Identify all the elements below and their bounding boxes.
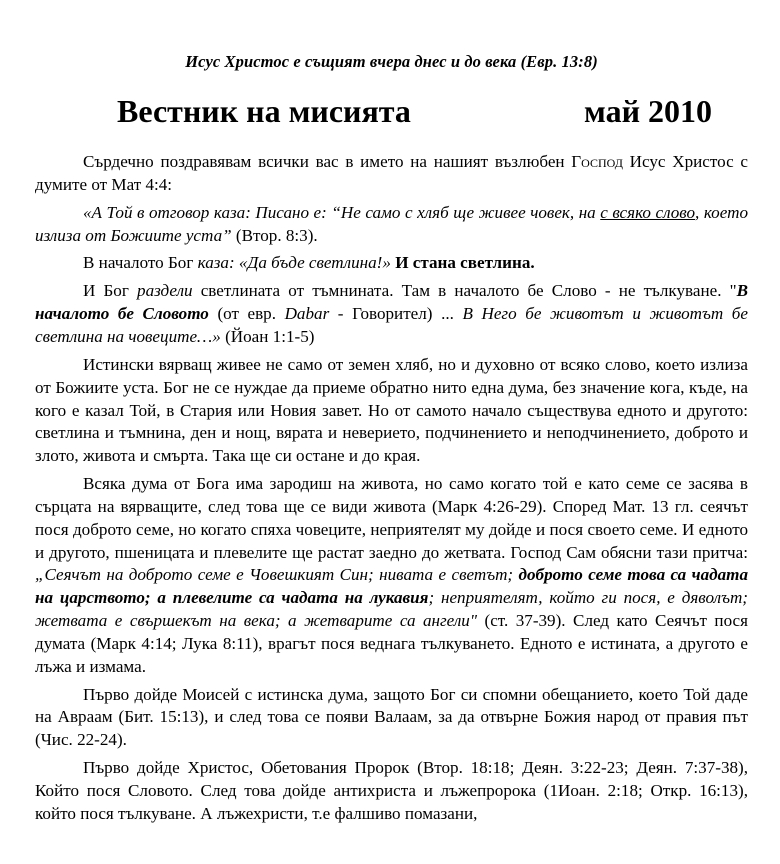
sower-text-a: Всяка дума от Бога има зародиш на живота, но само когато той е като семе се засява в сърцата на вярващите, след това ще се види живота (Марк 4:26-29). Според Мат. 13 гл. сеячът пося доброто семе, но когато спяха човеците, неприятелят му дойде и пося своето семе. И едното и другото, пшеницата и плевелите ще растат заедно до жетвата. Господ Сам обясни тази притча:: [35, 474, 748, 562]
john-text-a: И Бог: [83, 281, 138, 301]
quote-underlined-phrase: с всяко слово: [600, 202, 696, 222]
greeting-text-a: Сърдечно поздравявам всички вас в името на нашият възлюбен: [83, 151, 572, 171]
masthead: [35, 0, 748, 129]
hebrew-term-dabar: Dabar: [284, 304, 330, 324]
paragraph-moses-balaam: Първо дойде Моисей с истинска дума, защото Бог си спомни обещанието, което Той даде на Авраам (Бит. 15:13), и след това се появи Валаам, за да отвърне Божия народ от правия път (Чис. 22-24).: [35, 684, 748, 750]
john-text-b: светлината от тъмнината. Там в началото бе Слово - не тълкуване. ": [192, 281, 737, 301]
sower-italic-b: ; неприятелят, който ги пося, е дяволът; жетвата е свършекът на века; а жетварите са ангели": [35, 588, 748, 631]
light-bold-phrase: И стана светлина.: [395, 253, 535, 273]
paragraph-true-believer: Истински вярващ живее не само от земен хляб, но и духовно от всяко слово, което излиза от Божиите уста. Бог не се нуждае да приеме обратно нито една дума, без значение кога, къде, на кого е казал Той, в Стария или Новия завет. Но от самото начало съществува едното и другото: светлина и тъмнина, ден и нощ, вярата и неверието, подчинението и неподчинението, доброто и злото, живота и смърта. Така ще си остане и до края.: [35, 354, 748, 466]
greeting-text-b: Исус Христос с думите от Мат 4:4:: [35, 151, 748, 194]
quote-reference: (Втор. 8:3).: [235, 225, 318, 245]
paragraph-greeting: [35, 151, 748, 197]
paragraph-christ-antichrist: Първо дойде Христос, Обетования Пророк (Втор. 18:18; Деян. 3:22-23; Деян. 7:37-38), Който пося Словото. След това дойде антихриста и лъжепророка (1Иоан. 2:18; Откр. 16:13), който пося тълкуване. А лъжехристи, т.е фалшиво помазани,: [35, 758, 748, 823]
sower-italic-a: „Сеячът на доброто семе е Човешкият Син; нивата е светът;: [35, 565, 519, 585]
light-text-a: В началото Бог: [83, 253, 198, 273]
masthead-verse: Исус Христос е същият вчера днес и до века (Евр. 13:8): [185, 52, 598, 71]
lord-smallcaps: Господ: [571, 151, 623, 171]
issue-date: май 2010: [583, 92, 712, 129]
sower-text-b: (ст. 37-39). След като Сеячът пося думата (Марк 4:14; Лука 8:11), врагът пося веднага тълкуването. Едното е истината, а другото е лъжа и измама.: [35, 611, 748, 676]
paragraph-john-prologue: [35, 280, 748, 348]
paragraph-scripture-deut: [35, 202, 748, 248]
paragraph-parable-sower: [35, 473, 748, 678]
sower-bolditalic: доброто семе това са чадата на царството; а плевелите са чадата на лукавия: [35, 565, 748, 608]
john-reference: (Йоан 1:1-5): [220, 327, 315, 347]
article-body: [35, 129, 748, 826]
john-text-d: - Говорител) ...: [329, 304, 463, 324]
light-italic-phrase: каза: «Да бъде светлина!»: [197, 253, 391, 273]
paragraph-let-there-be-light: [35, 252, 748, 275]
publication-title: Вестник на мисията: [117, 92, 411, 129]
quote-text-b: , което излиза от Божиите уста”: [35, 202, 748, 245]
quote-text-a: «А Той в отговор каза: Писано е: “Не само с хляб ще живее човек, на: [83, 202, 601, 222]
john-italic-life: В Него бе животът и животът бе светлина на човеците…»: [35, 304, 748, 347]
john-italic-razdeli: раздели: [137, 281, 193, 301]
john-text-c: (от евр.: [208, 304, 285, 324]
masthead-title-row: [35, 72, 748, 129]
john-bolditalic-word: В началото бе Словото: [35, 281, 749, 324]
